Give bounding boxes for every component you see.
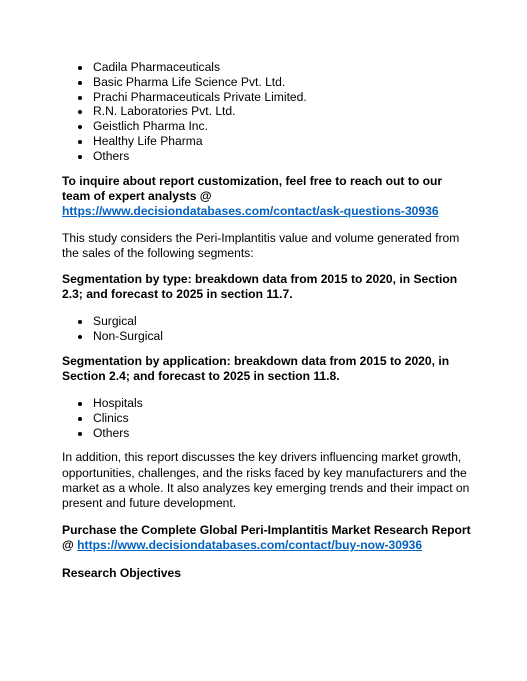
company-list xyxy=(62,60,472,164)
segmentation-application-heading: Segmentation by application: breakdown data from 2015 to 2020, in Section 2.4; and forecast to 2025 in section 11.8. xyxy=(62,353,450,383)
bullet-icon xyxy=(78,96,82,100)
research-objectives-heading: Research Objectives xyxy=(62,565,181,580)
bullet-icon xyxy=(78,110,82,114)
drivers-paragraph: In addition, this report discusses the key drivers influencing market growth, opportunities, challenges, and the risks faced by key manufacturers and the market as a whole. It also analyzes key emerging trends and their impact on present and future development. xyxy=(62,450,470,510)
buy-now-link[interactable]: https://www.decisiondatabases.com/contact/buy-now-30936 xyxy=(77,538,423,553)
list-item: Surgical xyxy=(62,314,472,329)
inquiry-paragraph xyxy=(62,174,472,220)
bullet-icon xyxy=(78,81,82,85)
bullet-icon xyxy=(78,155,82,159)
bullet-icon xyxy=(78,125,82,129)
bullet-icon xyxy=(78,66,82,70)
purchase-paragraph xyxy=(62,523,472,553)
document-page xyxy=(62,60,472,581)
inquiry-text: To inquire about report customization, feel free to reach out to our team of expert analysts @ xyxy=(62,173,443,203)
ask-questions-link[interactable]: https://www.decisiondatabases.com/contact/ask-questions-30936 xyxy=(62,203,439,218)
list-item: Clinics xyxy=(62,411,472,426)
type-segment-list xyxy=(62,314,472,344)
list-item: Prachi Pharmaceuticals Private Limited. xyxy=(62,90,472,105)
list-item: Others xyxy=(62,149,472,164)
list-item: Basic Pharma Life Science Pvt. Ltd. xyxy=(62,75,472,90)
bullet-icon xyxy=(78,432,82,436)
bullet-icon xyxy=(78,417,82,421)
list-item: Healthy Life Pharma xyxy=(62,134,472,149)
bullet-icon xyxy=(78,140,82,144)
purchase-text: Purchase the Complete Global Peri-Implantitis Market Research Report @ xyxy=(62,523,471,553)
list-item: Geistlich Pharma Inc. xyxy=(62,119,472,134)
study-intro-paragraph: This study considers the Peri-Implantitis value and volume generated from the sales of the following segments: xyxy=(62,231,460,261)
list-item: R.N. Laboratories Pvt. Ltd. xyxy=(62,104,472,119)
segmentation-type-heading: Segmentation by type: breakdown data from 2015 to 2020, in Section 2.3; and forecast to 2025 in section 11.7. xyxy=(62,271,458,301)
bullet-icon xyxy=(78,320,82,324)
list-item: Non-Surgical xyxy=(62,329,472,344)
bullet-icon xyxy=(78,335,82,339)
application-segment-list xyxy=(62,396,472,440)
bullet-icon xyxy=(78,402,82,406)
list-item: Cadila Pharmaceuticals xyxy=(62,60,472,75)
list-item: Others xyxy=(62,426,472,441)
list-item: Hospitals xyxy=(62,396,472,411)
